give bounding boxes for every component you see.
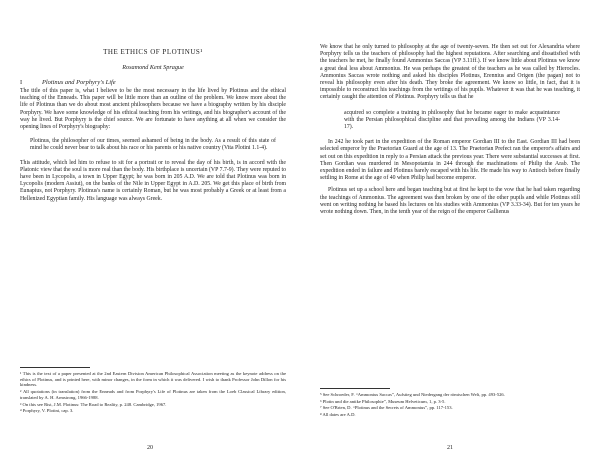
author-name: Rosamond Kent Sprague (122, 64, 184, 71)
body-paragraph: This attitude, which led him to refuse to sit for a portrait or to reveal the day of his birth, is in accord with the Platonic view that the soul is more real than the body. His birthplace is uncertain (VP 7.7-9). They were reputed to have been in Lycopolis, a town in Upper Egypt; he was born in 205 A.D. We are told that Plotinus was born in Lycopolis (modern Assiut), on the banks of the Nile in Upper Egypt in A.D. 205. We get this place of birth from Eunapius, not Porphyry. Plotinus's name is certainly Roman, but he was most probably a Greek or at least from a Hellenized Egyptian family. His language was always Greek. (20, 159, 286, 202)
footnote: ¹ This is the text of a paper presented at the 2nd Eastern Division American Philosophical Association meeting as the keynote address on the ethics of Plotinus, and is printed here, with minor changes, in the form in which it was delivered. I wish to thank Professor John Dillon for his kindness. (20, 371, 286, 388)
page-number: 21 (447, 445, 453, 451)
body-paragraph: In 242 he took part in the expedition of the Roman emperor Gordian III to the East. Gordian III had been selected emperor by the Praetorian Guard at the age of 13. The Praetorian Prefect ran the emperor's affairs and set out on this expedition in reply to a Persian attack the previous year. There were substantial successes at first. Then Gordian was murdered in Mesopotamia in 244 through the machinations of Philip the Arab. The expedition ended in failure and Plotinus barely escaped with his life. He made his way to Antioch before finally settling in Rome at the age of 40 when Philip had become emperor. (320, 139, 580, 182)
section-title: Plotinus and Porphyry's Life (42, 79, 116, 86)
article-title: THE ETHICS OF PLOTINUS¹ (103, 48, 203, 56)
footnote: ⁷ See O'Brien, D. “Plotinus and the Secrets of Ammonius”, pp. 117-153. (320, 405, 453, 411)
section-heading (20, 79, 286, 86)
footnote: ⁸ All dates are A.D. (320, 412, 356, 418)
body-paragraph: The title of this paper is, what I believe to be the most necessary in the life lived by Plotinus and the ethical teaching of the Enneads. This paper will be little more than an outline of the problem. We know more about the life of Plotinus than we do about most ancient philosophers because we have a biography written by his disciple Porphyry. We have some knowledge of his ethical teaching from his writings, and his biographer's account of the way he lived. But Porphyry is the chief source. We are fortunate to have anything at all when we consider the opening lines of Porphyry's biography: (20, 88, 286, 131)
footnote-rule (20, 367, 90, 368)
footnotes (20, 367, 286, 415)
right-page (300, 0, 600, 464)
footnote: ⁵ See Schroeder, F. “Ammonius Saccas”, Aufstieg und Niedergang der römischen Welt, pp. 493-526. (320, 392, 505, 397)
page-number: 20 (147, 445, 153, 451)
body-paragraph: Plotinus set up a school here and began teaching but at first he kept to the vow that he had taken regarding the teachings of Ammonius. The agreement was then broken by one of the other pupils and while Plotinus still went on writing nothing he based his lectures on his studies with Ammonius (VP 3.33-34). But for ten years he wrote nothing down. Then, in the tenth year of the reign of the emperor Gallienus (320, 187, 580, 216)
footnote: ² All quotations (in translation) from the Enneads and from Porphyry's Life of Plotinus are taken from the Loeb Classical Library edition, translated by A. H. Armstrong, 1966-1988. (20, 389, 286, 400)
block-quote: acquired so complete a training in philosophy that he became eager to make acquaintance with the Persian philosophical discipline and that prevailing among the Indians (VP 3.14-17). (344, 109, 560, 131)
section-number: I (20, 79, 23, 86)
block-quote: Plotinus, the philosopher of our times, seemed ashamed of being in the body. As a result of this state of mind he could never bear to talk about his race or his parents or his native country (Vita Plotini 1.1-4). (30, 138, 276, 152)
footnotes (320, 388, 580, 419)
footnote: ³ On this see Rist, J.M. Plotinus: The Road to Reality, p. 248. Cambridge, 1967. (20, 401, 167, 407)
footnote: ⁶ Plotin und die antike Philosophie”, Museum Helveticum, 1, p. 3-5. (320, 398, 446, 404)
footnote-rule (320, 388, 390, 389)
body-paragraph: We know that he only turned to philosophy at the age of twenty-seven. He then set out for Alexandria where Porphyry tells us the teachers of philosophy had the highest reputations. After searching and dissatisfied with the teachers he met, he finally found Ammonius Saccas (VP 3.11ff.). If we know little about Plotinus we know a great deal less about Ammonius. He was perhaps the greatest of the teachers as he was called by Hierocles. Ammonius Saccas wrote nothing and asked his disciples Plotinus, Erennius and Origen (the pagan) not to reveal his philosophy even after his death. They broke the agreement. We know so little, in fact, that it is impossible to reconstruct his teachings from the writings of his pupils. Whatever it was that he was teaching, it certainly caught the attention of Plotinus. Porphyry tells us that he (320, 44, 580, 101)
footnote: ⁴ Porphyry, V. Plotini, cap. 3. (20, 408, 74, 414)
